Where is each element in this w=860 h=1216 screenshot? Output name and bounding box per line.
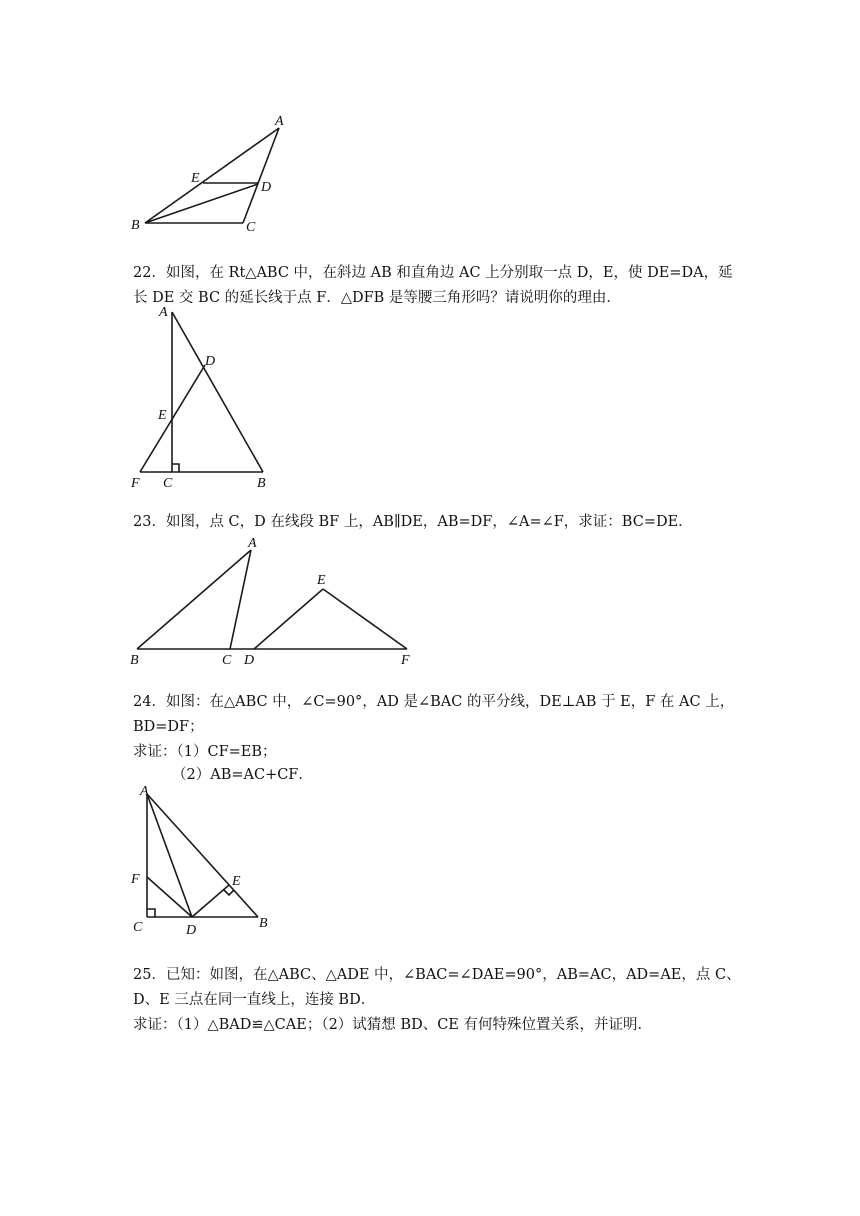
label-b: B	[131, 218, 140, 233]
problem-24-line-1: 24．如图：在△ABC 中，∠C=90°，AD 是∠BAC 的平分线，DE⊥AB 于 E，F 在 AC 上，	[133, 694, 735, 710]
label-b: B	[257, 476, 266, 491]
label-d: D	[205, 354, 216, 369]
figure-21	[120, 105, 320, 240]
label-e: E	[232, 874, 241, 889]
label-a: A	[275, 114, 284, 129]
problem-22-line-2: 长 DE 交 BC 的延长线于点 F．△DFB 是等腰三角形吗？请说明你的理由．	[133, 290, 621, 306]
label-f: F	[131, 476, 140, 491]
label-d: D	[244, 653, 255, 668]
problem-24-line-4: （2）AB=AC+CF．	[172, 767, 313, 783]
problem-24-line-3: 求证：（1）CF=EB；	[133, 744, 277, 760]
segment-ab	[145, 128, 279, 223]
label-d: D	[186, 923, 197, 938]
label-c: C	[133, 920, 143, 935]
segment-ad	[147, 794, 192, 917]
label-a: A	[140, 784, 149, 799]
segment-ac	[243, 128, 279, 223]
label-c: C	[246, 220, 256, 235]
label-e: E	[191, 171, 200, 186]
label-b: B	[259, 916, 268, 931]
figure-24	[120, 780, 280, 940]
problem-24-line-2: BD=DF；	[133, 719, 204, 735]
label-d: D	[261, 180, 272, 195]
label-c: C	[163, 476, 173, 491]
problem-25-line-3: 求证：（1）△BAD≌△CAE；（2）试猜想 BD、CE 有何特殊位置关系，并证明．	[133, 1017, 652, 1033]
segment-de	[254, 589, 323, 649]
segment-bd	[145, 184, 258, 223]
right-angle-mark-c	[147, 909, 155, 917]
segment-ab	[172, 312, 263, 472]
segment-de	[192, 885, 229, 917]
right-angle-mark	[172, 464, 179, 472]
figure-23	[120, 530, 430, 670]
label-a: A	[248, 536, 257, 551]
figure-22	[120, 298, 280, 498]
problem-23-line-1: 23．如图，点 C，D 在线段 BF 上，AB∥DE，AB=DF，∠A=∠F，求证：BC=DE．	[133, 514, 693, 530]
label-f: F	[131, 872, 140, 887]
label-e: E	[317, 573, 326, 588]
label-f: F	[401, 653, 410, 668]
label-e: E	[158, 408, 167, 423]
segment-ef	[323, 589, 407, 649]
problem-25-line-1: 25．已知：如图，在△ABC、△ADE 中，∠BAC=∠DAE=90°，AB=AC，AD=AE，点 C、	[133, 967, 741, 983]
label-b: B	[130, 653, 139, 668]
label-a: A	[159, 305, 168, 320]
right-angle-mark-e	[224, 890, 234, 895]
segment-ab	[147, 794, 258, 917]
label-c: C	[222, 653, 232, 668]
problem-22-line-1: 22．如图，在 Rt△ABC 中，在斜边 AB 和直角边 AC 上分别取一点 D，E，使 DE=DA，延	[133, 265, 733, 281]
problem-25-line-2: D、E 三点在同一直线上，连接 BD．	[133, 992, 376, 1008]
